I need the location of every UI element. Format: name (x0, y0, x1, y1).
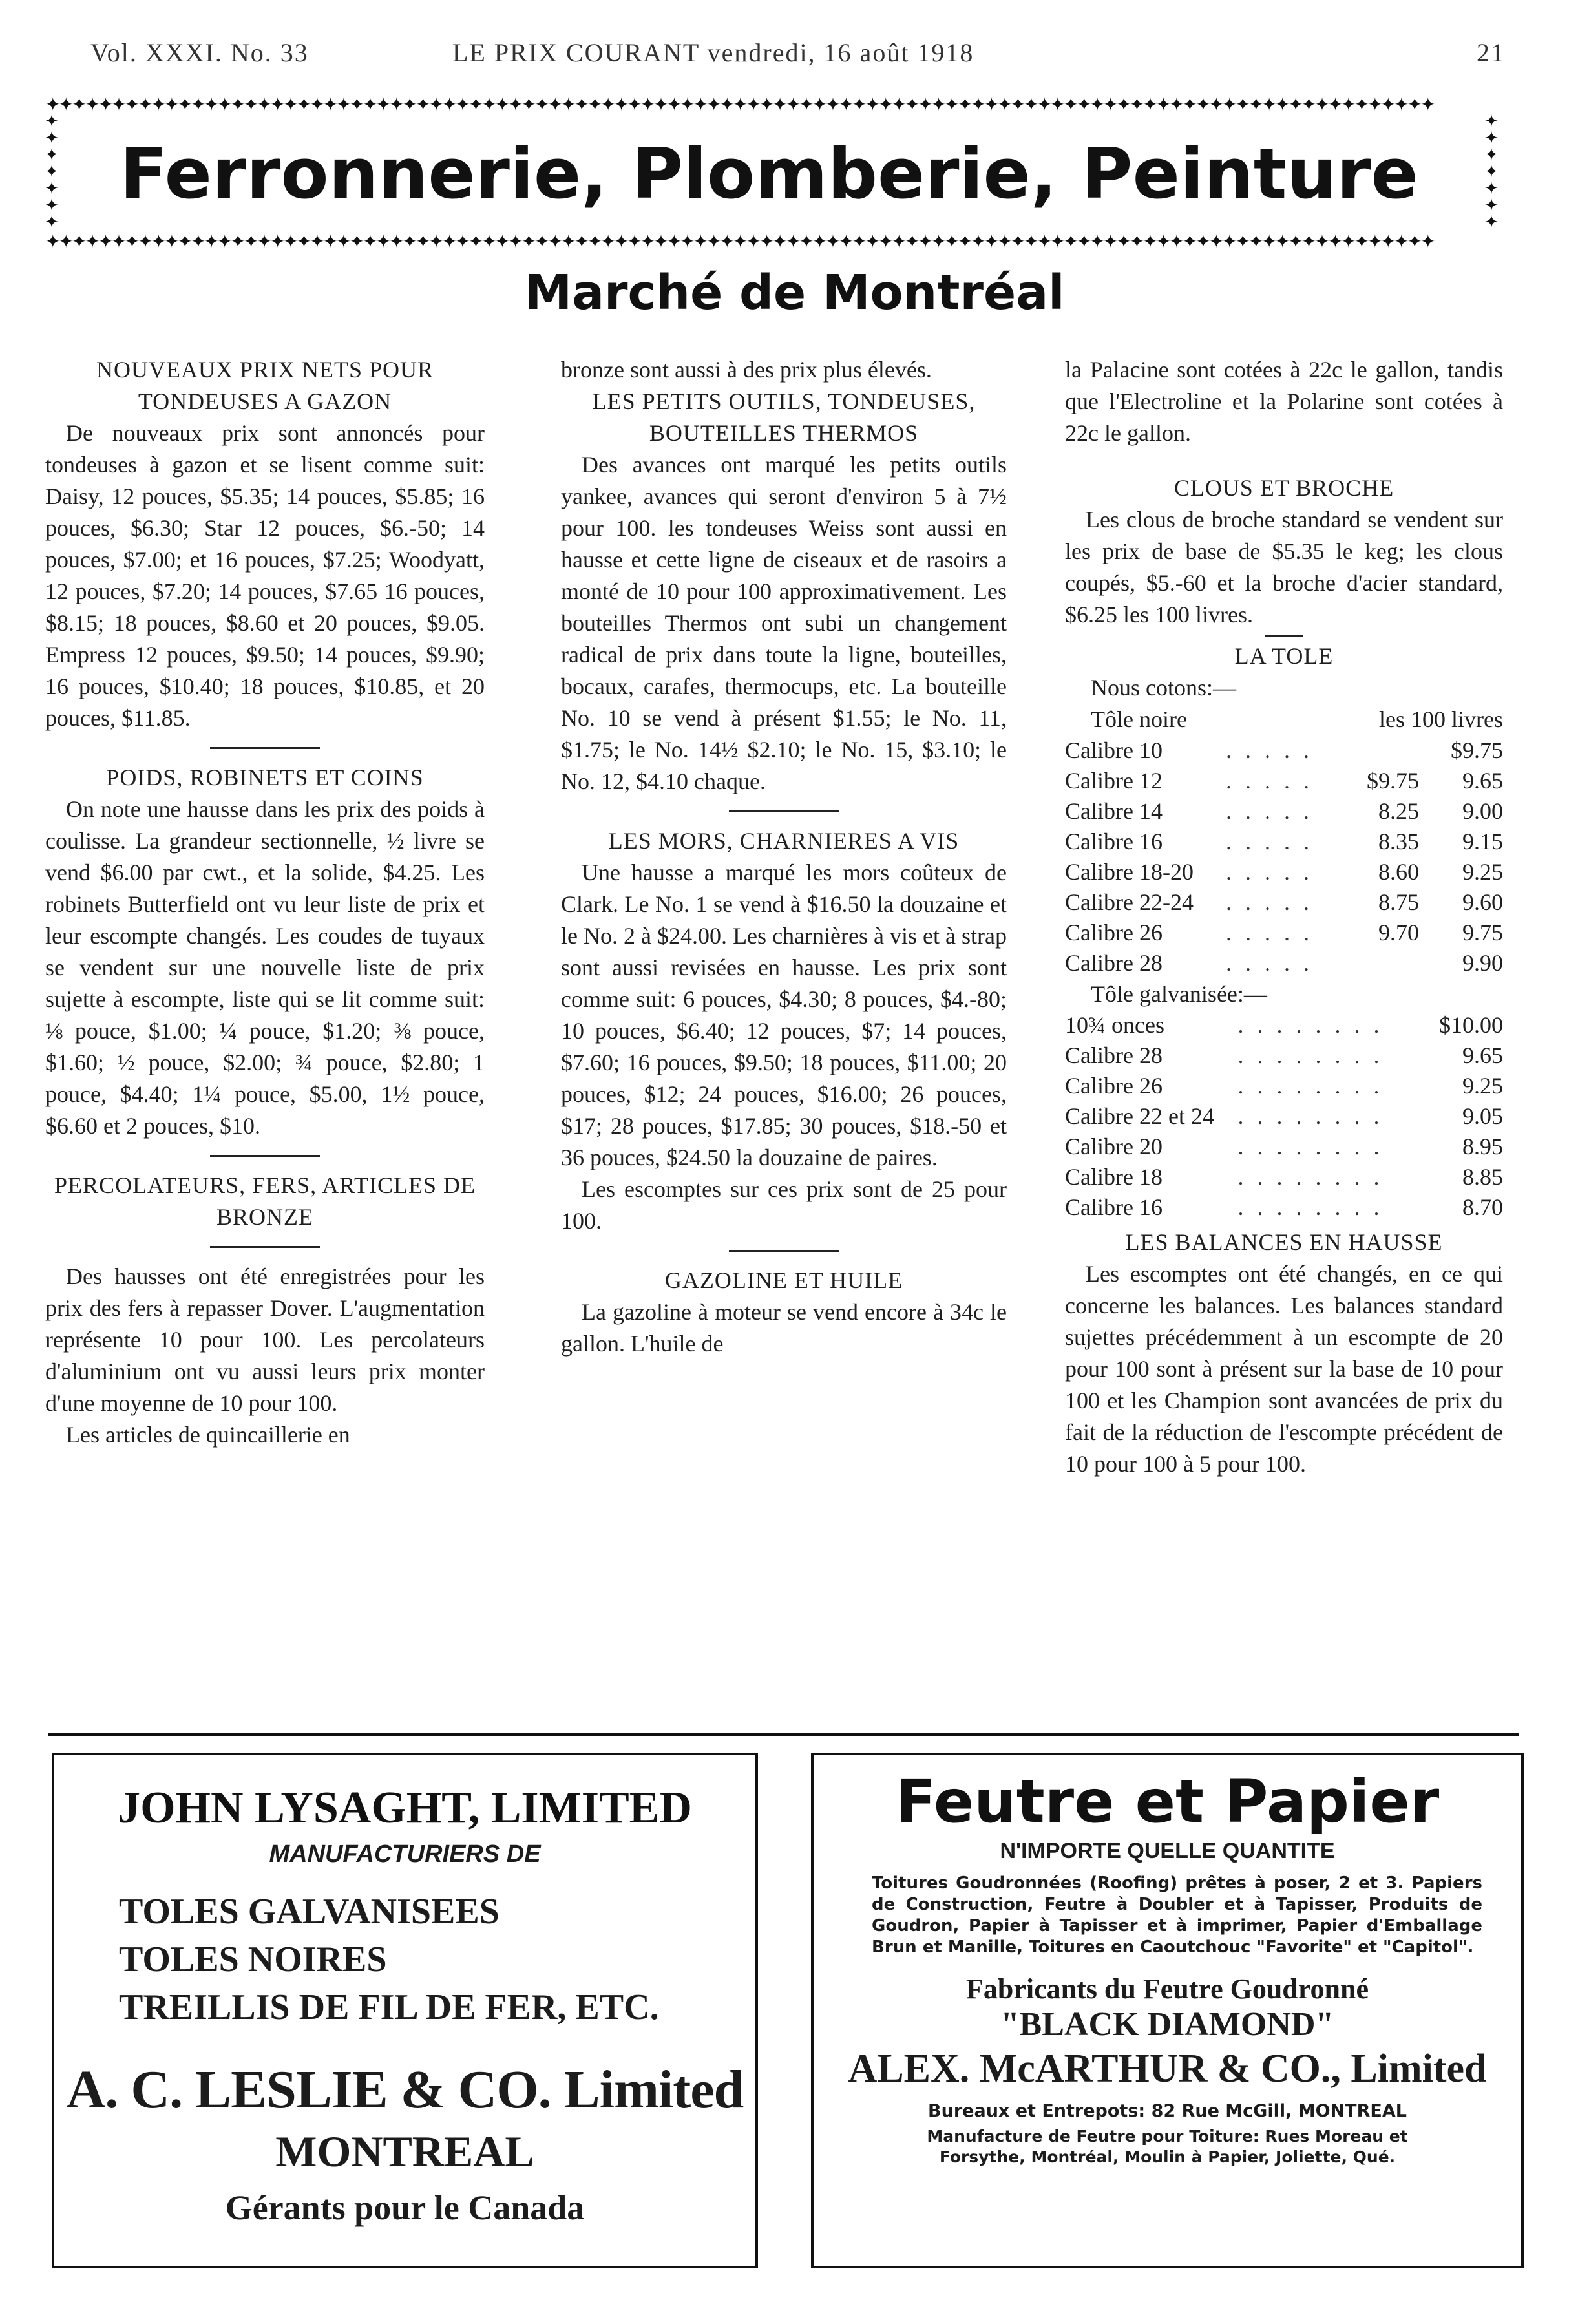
heading-mors: LES MORS, CHARNIERES A VIS (608, 828, 960, 854)
dot-leader: . . . . . . . . (1237, 1073, 1384, 1099)
calibre-label: Calibre 22 et 24 (1065, 1103, 1214, 1129)
dot-leader: . . . . . (1226, 768, 1314, 794)
star-border-left: ✦ ✦ ✦ ✦ ✦ ✦ ✦ (45, 113, 59, 232)
heading-percolateurs: PERCOLATEURS, FERS, ARTICLES DE BRONZE (54, 1172, 476, 1230)
dot-leader: . . . . . (1226, 920, 1314, 945)
dot-leader: . . . . . (1226, 829, 1314, 854)
tole-galvanisee-row (1065, 1010, 1503, 1041)
price-value: 9.65 (1462, 768, 1503, 794)
calibre-label: Calibre 18-20 (1065, 859, 1194, 885)
dot-leader: . . . . . . . . (1237, 1134, 1384, 1159)
dot-leader: . . . . . (1226, 950, 1314, 976)
ad-john-lysaght (52, 1753, 758, 2268)
calibre-label: Calibre 26 (1065, 1073, 1163, 1099)
star-border-right: ✦ ✦ ✦ ✦ ✦ ✦ ✦ (1484, 113, 1499, 232)
market-subtitle: Marché de Montréal (524, 265, 1065, 321)
price-value: 9.05 (1462, 1103, 1503, 1129)
price-value: 9.00 (1462, 798, 1503, 824)
column-2 (561, 354, 1007, 1360)
divider (729, 1250, 839, 1252)
nous-cotons: Nous cotons:— (1091, 675, 1236, 701)
ad-company-name: JOHN LYSAGHT, LIMITED (118, 1783, 692, 1833)
dot-leader: . . . . . . . . (1237, 1042, 1384, 1068)
calibre-label: Calibre 10 (1065, 737, 1163, 763)
article-percolateurs: Des hausses ont été enregistrées pour les prix des fers à repasser Dover. L'augmentation représente 10 pour 100. Les percolateurs d'aluminium ont vu aussi leurs prix monter d'une moyenne de 10 pour 100. (45, 1263, 485, 1416)
article-tondeuses: De nouveaux prix sont annoncés pour tondeuses à gazon et se lisent comme suit: Daisy, 12 pouces, $5.35; 14 pouces, $5.85; 16 pouces, $6.30; Star 12 pouces, $6.-50; 14 pouces, $7.00; et 16 pouces, $7.25; Woodyatt, 12 pouces, $7.20; 14 pouces, $7.65 16 pouces, $8.15; 18 pouces, $8.60 et 20 pouces, $9.05. Empress 12 pouces, $9.50; 14 pouces, $9.90; 16 pouces, $10.40; 18 pouces, $10.85, et 20 pouces, $11.85. (45, 420, 485, 731)
footer-rule (48, 1733, 1519, 1736)
calibre-label: Calibre 26 (1065, 920, 1163, 945)
tole-galvanisee-row (1065, 1071, 1503, 1101)
price-value: 8.35 (1378, 829, 1419, 854)
divider (729, 810, 839, 812)
running-head (90, 37, 1505, 76)
divider (210, 1155, 320, 1157)
calibre-label: Calibre 28 (1065, 950, 1163, 976)
tole-galvanisee-label: Tôle galvanisée:— (1091, 981, 1267, 1007)
dot-leader: . . . . . (1226, 737, 1314, 763)
divider (210, 747, 320, 749)
dot-leader: . . . . . . . . (1237, 1194, 1384, 1220)
heading-balances: LES BALANCES EN HAUSSE (1125, 1229, 1443, 1255)
price-value: 9.70 (1378, 920, 1419, 945)
price-value: 9.60 (1462, 889, 1503, 915)
ad-company-name: ALEX. McARTHUR & CO., Limited (848, 2047, 1487, 2091)
article-outils: Des avances ont marqué les petits outils yankee, avances qui seront d'environ 5 à 7½ pour 100. les tondeuses Weiss sont aussi en hausse et cette ligne de ciseaux et de rasoirs a monté de 10 pour 100 approximativement. Les bouteilles Thermos ont subi un changement radical de prix dans toute la ligne, bouteilles, bocaux, carafes, thermocups, etc. La bouteille No. 10 se vend à présent $1.55; le No. 11, $1.75; le No. 14½ $2.10; le No. 15, $3.10; le No. 12, $4.10 chaque. (561, 452, 1007, 794)
tole-noire-row (1065, 796, 1503, 827)
price-value: 8.95 (1462, 1134, 1503, 1159)
tole-noire-label: Tôle noire (1091, 706, 1187, 732)
calibre-label: Calibre 12 (1065, 768, 1163, 794)
article-bronze-cont: bronze sont aussi à des prix plus élevés. (561, 357, 932, 383)
heading-outils: LES PETITS OUTILS, TONDEUSES, BOUTEILLES THERMOS (592, 388, 976, 446)
ad-city: MONTREAL (275, 2127, 534, 2176)
ad-fabricants: Fabricants du Feutre Goudronné (966, 1973, 1369, 2005)
price-value: 8.25 (1378, 798, 1419, 824)
price-value: 9.75 (1462, 920, 1503, 945)
heading-clous: CLOUS ET BROCHE (1173, 475, 1394, 501)
dot-leader: . . . . . . . . (1237, 1103, 1384, 1129)
ad-gerants: Gérants pour le Canada (225, 2188, 585, 2227)
tole-noire-table (1065, 704, 1503, 978)
column-3 (1065, 354, 1503, 1480)
price-value: $9.75 (1451, 737, 1503, 763)
price-value (1335, 735, 1419, 766)
article-mors: Une hausse a marqué les mors coûteux de Clark. Le No. 1 se vend à $16.50 la douzaine et le No. 2 à $24.00. Les charnières à vis et à strap sont aussi revisées en hausse. Les prix sont comme suit: 6 pouces, $4.30; 8 pouces, $4.-80; 10 pouces, $6.40; 12 pouces, $7; 14 pouces, $7.60; 16 pouces, $9.50; 18 pouces, $11.00; 20 pouces, $12; 24 pouces, $16.00; 26 pouces, $17; 28 pouces, $17.85; 30 pouces, $18.-50 et 36 pouces, $24.50 la douzaine de paires. (561, 860, 1007, 1170)
tole-galvanisee-row (1065, 1132, 1503, 1162)
price-value: 9.15 (1462, 829, 1503, 854)
heading-tondeuses: NOUVEAUX PRIX NETS POUR TONDEUSES A GAZON (96, 357, 434, 414)
dot-leader: . . . . . . . . (1237, 1164, 1384, 1190)
article-quincaillerie: Les articles de quincaillerie en (66, 1422, 350, 1448)
divider (210, 1246, 320, 1248)
ad-description: Toitures Goudronnées (Roofing) prêtes à poser, 2 et 3. Papiers de Construction, Feutre à Doubler et à Tapisser, Produits de Goudron, Papier à Tapisser et à imprimer, Papier d'Emballage Brun et Manille, Toitures en Caoutchouc "Favorite" et "Capitol". (872, 1874, 1482, 1957)
ad-product-list (54, 1888, 755, 2031)
ad-feutre-papier (811, 1753, 1524, 2268)
article-escomptes: Les escomptes sur ces prix sont de 25 pour 100. (561, 1176, 1007, 1234)
tole-noire-row (1065, 857, 1503, 887)
price-value: $10.00 (1439, 1012, 1503, 1038)
tole-noire-row (1065, 766, 1503, 796)
tole-noire-row (1065, 918, 1503, 948)
ad-manufacture: Manufacture de Feutre pour Toiture: Rues Moreau et Forsythe, Montréal, Moulin à Papier, Joliette, Qué. (927, 2127, 1408, 2166)
price-value: 9.25 (1462, 859, 1503, 885)
star-border-top: ✦✦✦✦✦✦✦✦✦✦✦✦✦✦✦✦✦✦✦✦✦✦✦✦✦✦✦✦✦✦✦✦✦✦✦✦✦✦✦✦✦✦✦✦✦✦✦✦✦✦✦✦✦✦✦✦✦✦✦✦✦✦✦✦✦✦✦✦✦✦✦✦✦✦✦✦✦✦✦✦✦✦✦✦✦✦✦✦✦✦✦✦✦✦✦✦✦✦✦✦✦✦✦✦✦ (45, 97, 1434, 112)
ad-headline: Feutre et Papier (895, 1767, 1440, 1836)
tole-galvanisee-row (1065, 1101, 1503, 1132)
calibre-label: Calibre 28 (1065, 1042, 1163, 1068)
calibre-label: Calibre 20 (1065, 1134, 1163, 1159)
price-unit-label: les 100 livres (1379, 706, 1503, 732)
dot-leader: . . . . . . . . (1237, 1012, 1384, 1038)
price-value: 8.75 (1378, 889, 1419, 915)
tole-noire-row (1065, 887, 1503, 918)
tole-galvanisee-row (1065, 1162, 1503, 1192)
ad-agent-name: A. C. LESLIE & CO. Limited (66, 2060, 744, 2120)
column-1 (45, 354, 485, 1451)
calibre-label: Calibre 22-24 (1065, 889, 1194, 915)
dot-leader: . . . . . (1226, 889, 1314, 915)
price-value: 9.90 (1462, 950, 1503, 976)
article-palacine-cont: la Palacine sont cotées à 22c le gallon, tandis que l'Electroline et la Polarine sont cotées à 22c le gallon. (1065, 357, 1503, 446)
tole-noire-row (1065, 827, 1503, 857)
price-value (1335, 948, 1419, 978)
article-balances: Les escomptes ont été changés, en ce qui concerne les balances. Les balances standard sujettes précédemment à un escompte de 20 pour 100 sont à présent sur la base de 10 pour 100 et les Champion sont avancées de prix du fait de la réduction de l'escompte précédent de 10 pour 100 à 5 pour 100. (1065, 1261, 1503, 1477)
tole-galvanisee-table (1065, 1010, 1503, 1223)
calibre-label: Calibre 14 (1065, 798, 1163, 824)
dot-leader: . . . . . (1226, 859, 1314, 885)
article-poids: On note une hausse dans les prix des poids à coulisse. La grandeur sectionnelle, ½ livre se vend $6.00 par cwt., et la solide, $4.25. Les robinets Butterfield ont vu leur liste de prix et leur escompte changés. Les coudes de tuyaux se vendent sur une nouvelle liste de prix sujette à escompte, liste qui se lit comme suit: ⅛ pouce, $1.00; ¼ pouce, $1.20; ⅜ pouce, $1.60; ½ pouce, $2.00; ¾ pouce, $2.80; 1 pouce, $4.40; 1¼ pouce, $5.00, 1½ pouce, $6.60 et 2 pouces, $10. (45, 796, 485, 1139)
heading-gazoline: GAZOLINE ET HUILE (664, 1267, 903, 1293)
price-value: 8.70 (1462, 1194, 1503, 1220)
section-title: Ferronnerie, Plomberie, Peinture (120, 134, 1418, 215)
ad-manufacturiers: MANUFACTURIERS DE (269, 1841, 541, 1868)
star-border-bottom: ✦✦✦✦✦✦✦✦✦✦✦✦✦✦✦✦✦✦✦✦✦✦✦✦✦✦✦✦✦✦✦✦✦✦✦✦✦✦✦✦✦✦✦✦✦✦✦✦✦✦✦✦✦✦✦✦✦✦✦✦✦✦✦✦✦✦✦✦✦✦✦✦✦✦✦✦✦✦✦✦✦✦✦✦✦✦✦✦✦✦✦✦✦✦✦✦✦✦✦✦✦✦✦✦✦ (45, 234, 1434, 249)
ad-product-item: TREILLIS DE FIL DE FER, ETC. (119, 1987, 659, 2027)
article-clous: Les clous de broche standard se vendent sur les prix de base de $5.35 le keg; les clous coupés, $5.-60 et la broche d'acier standard, $6.25 les 100 livres. (1065, 507, 1503, 628)
heading-tole: LA TOLE (1234, 643, 1334, 669)
calibre-label: Calibre 16 (1065, 1194, 1163, 1220)
dot-leader: . . . . . (1226, 798, 1314, 824)
volume-number: Vol. XXXI. No. 33 (90, 38, 309, 67)
ad-product-item: TOLES NOIRES (119, 1939, 387, 1980)
tole-galvanisee-row (1065, 1041, 1503, 1071)
journal-date: LE PRIX COURANT vendredi, 16 août 1918 (452, 38, 974, 67)
divider (1265, 635, 1303, 637)
tole-noire-row (1065, 735, 1503, 766)
tole-galvanisee-row (1065, 1192, 1503, 1223)
tole-noire-row (1065, 948, 1503, 978)
calibre-label: 10¾ onces (1065, 1012, 1164, 1038)
price-value: 8.60 (1378, 859, 1419, 885)
price-value: 9.25 (1462, 1073, 1503, 1099)
page-number: 21 (1477, 38, 1505, 67)
ad-black-diamond: "BLACK DIAMOND" (1000, 2006, 1334, 2043)
price-value: $9.75 (1367, 768, 1419, 794)
ad-quantite: N'IMPORTE QUELLE QUANTITE (1000, 1839, 1335, 1863)
ad-bureaux: Bureaux et Entrepots: 82 Rue McGill, MONTREAL (928, 2101, 1407, 2121)
calibre-label: Calibre 18 (1065, 1164, 1163, 1190)
ad-product-item: TOLES GALVANISEES (119, 1892, 500, 1932)
price-value: 9.65 (1462, 1042, 1503, 1068)
heading-poids: POIDS, ROBINETS ET COINS (106, 765, 424, 790)
calibre-label: Calibre 16 (1065, 829, 1163, 854)
article-gazoline: La gazoline à moteur se vend encore à 34c le gallon. L'huile de (561, 1299, 1007, 1357)
price-value: 8.85 (1462, 1164, 1503, 1190)
